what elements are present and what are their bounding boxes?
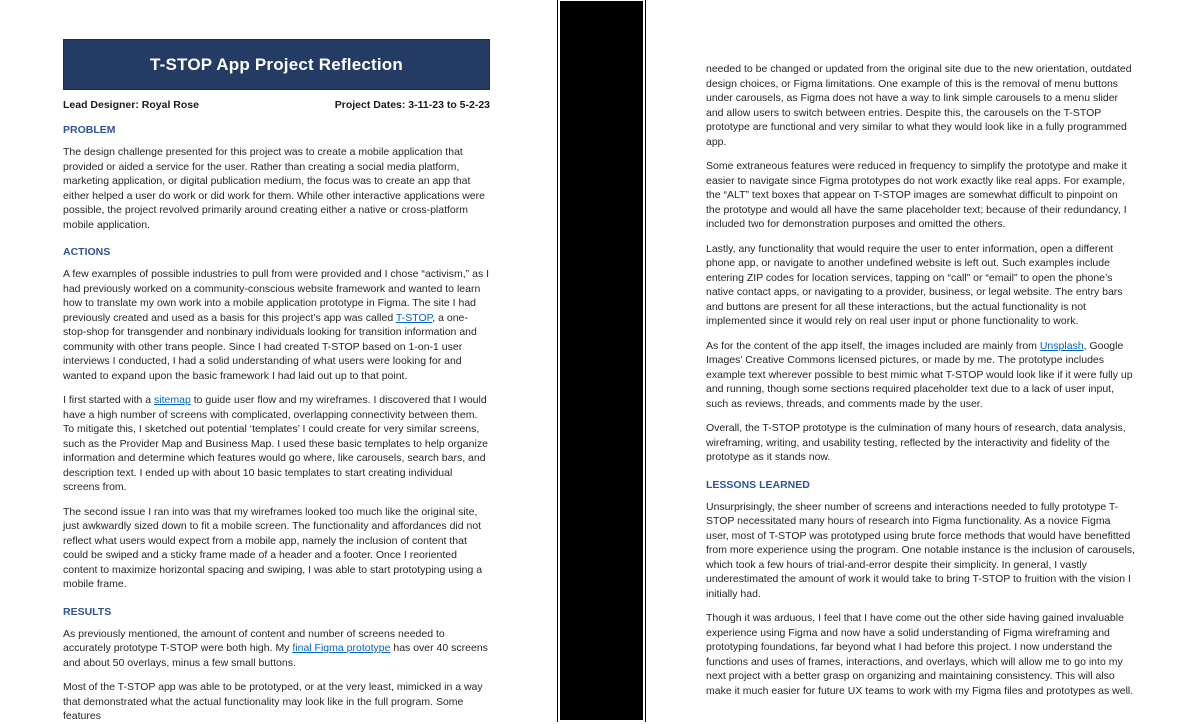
paragraph: As previously mentioned, the amount of content and number of screens needed to accurately prototype T-STOP were both high. My final Figma prototype has over 40 screens and about 50 overlays, minus a few small buttons.	[63, 627, 488, 669]
paragraph: The second issue I ran into was that my wireframes looked too much like the original site, just awkwardly sized down to fit a mobile screen. The functionality and affordances did not reflect what users would expect from a mobile app, namely the inclusion of content that could be swiped and a sticky frame made of a header and a footer. Once I reoriented content to maximize horizontal spacing and swiping, I was able to start prototyping using a mobile frame.	[63, 505, 483, 590]
page-1-right-edge	[557, 0, 558, 722]
page-1-content	[63, 111, 490, 724]
paragraph: Some extraneous features were reduced in frequency to simplify the prototype and make it easier to navigate since Figma prototypes do not work exactly like real apps. For example, the “ALT” text boxes that appear on T-STOP images are somewhat difficult to pinpoint on the prototype and would all have the same placeholder text; because of their redundancy, I included two for demonstration purposes and omitted the others.	[706, 160, 1127, 230]
meta-row	[63, 99, 490, 111]
paragraph: Lastly, any functionality that would require the user to enter information, open a different phone app, or navigate to another undefined website is left out. Such examples include entering ZIP codes for location services, tapping on “call” or “email” to open the phone’s native contact apps, or navigating to a provider, business, or legal website. The entry bars and buttons are present for all these interactions, but the actual functionality is not implemented since it would rely on real user input or phone functionality to work.	[706, 242, 1123, 327]
page-gutter	[560, 1, 643, 720]
unsplash-link[interactable]: Unsplash	[1039, 339, 1084, 352]
project-dates-label: Project Dates: 3-11-23 to 5-2-23	[334, 99, 490, 111]
final-figma-prototype-link[interactable]: final Figma prototype	[292, 642, 391, 654]
paragraph: needed to be changed or updated from the original site due to the new orientation, outdated design choices, or Figma limitations. One example of this is the removal of menu buttons under carousels, as Figma does not have a way to link simple carousels to a menu slider and allow users to switch between entries. Despite this, the carousels on the T-STOP prototype are functional and very similar to what they would look like in a fully programmed app.	[706, 63, 1132, 148]
title-banner	[63, 39, 490, 90]
page-2	[646, 0, 1200, 722]
paragraph: Though it was arduous, I feel that I have come out the other side having gained invaluable experience using Figma and now have a solid understanding of Figma wireframing and prototyping foundations, far beyond what I had before this project. I now understand the functions and uses of frames, interactions, and overlays, which will allow me to go into my next project with a better grasp on organizing and maintaining consistency. This will also make it much easier for future UX teams to work with my Figma files and prototypes as well.	[706, 612, 1134, 697]
lead-designer-label: Lead Designer: Royal Rose	[63, 99, 199, 111]
paragraph: Most of the T-STOP app was able to be prototyped, or at the very least, mimicked in a way that demonstrated what the actual functionality may look like in the full program. Some features	[63, 681, 483, 722]
paragraph: I first started with a sitemap to guide user flow and my wireframes. I discovered that I would have a high number of screens with complicated, overlapping connectivity between them. To mitigate this, I sketched out potential ‘templates’ I could create for very similar screens, such as the Provider Map and Business Map. I used these basic templates to help organize information and determine which features would go where, like carousels, search bars, and description text. I ended up with about 10 basic templates to start creating individual screens from.	[63, 394, 488, 493]
paragraph: Overall, the T-STOP prototype is the culmination of many hours of research, data analysis, wireframing, writing, and usability testing, reflected by the interactivity and fidelity of the prototype as it stands now.	[706, 422, 1126, 463]
paragraph: The design challenge presented for this project was to create a mobile application that provided or aided a service for the user. Rather than creating a social media platform, marketing application, or digital publication medium, the focus was to create an app that either helped a user do work or did work for them. While other interactive applications were possible, the project revolved primarily around creating either a native or cross-platform mobile application.	[63, 146, 485, 231]
paragraph: A few examples of possible industries to pull from were provided and I chose “activism,” as I had previously worked on a community-conscious website framework and wanted to learn how to translate my own work into a mobile application prototype in Figma. The site I had previously created and used as a basis for this project’s app was called T-STOP, a one-stop-shop for transgender and nonbinary individuals looking for transition information and community with other trans people. Since I had created T-STOP based on 1-on-1 user interviews I conducted, I had a solid understanding of what users were looking for and wanted to expand upon the basic framework I had laid out up to that point.	[63, 268, 490, 382]
section-heading-results: RESULTS	[63, 605, 112, 618]
section-heading-lessons-learned: LESSONS LEARNED	[706, 478, 810, 491]
document-title: T-STOP App Project Reflection	[150, 54, 403, 74]
page-1	[0, 0, 557, 722]
paragraph: Unsurprisingly, the sheer number of screens and interactions needed to fully prototype T-STOP necessitated many hours of research into Figma functionality. As a novice Figma user, most of T-STOP was prototyped using brute force methods that would have benefitted from more experience using the program. One notable instance is the inclusion of carousels, which took a few hours of trial-and-error despite their simplicity. In general, I vastly underestimated the amount of work it would take to bring T-STOP to fruition with the vision I initially had.	[706, 500, 1135, 600]
paragraph: As for the content of the app itself, the images included are mainly from Unsplash, Google Images’ Creative Commons licensed pictures, or made by me. The prototype includes example text wherever possible to best mimic what T-STOP would look like if it were fully up and running, though some sections required placeholder text due to a lack of user input, such as reviews, threads, and comments made by the user.	[706, 339, 1133, 410]
section-heading-problem: PROBLEM	[63, 124, 116, 136]
sitemap-link[interactable]: sitemap	[154, 394, 191, 406]
section-heading-actions: ACTIONS	[63, 246, 111, 258]
t-stop-link[interactable]: T-STOP	[395, 311, 433, 324]
